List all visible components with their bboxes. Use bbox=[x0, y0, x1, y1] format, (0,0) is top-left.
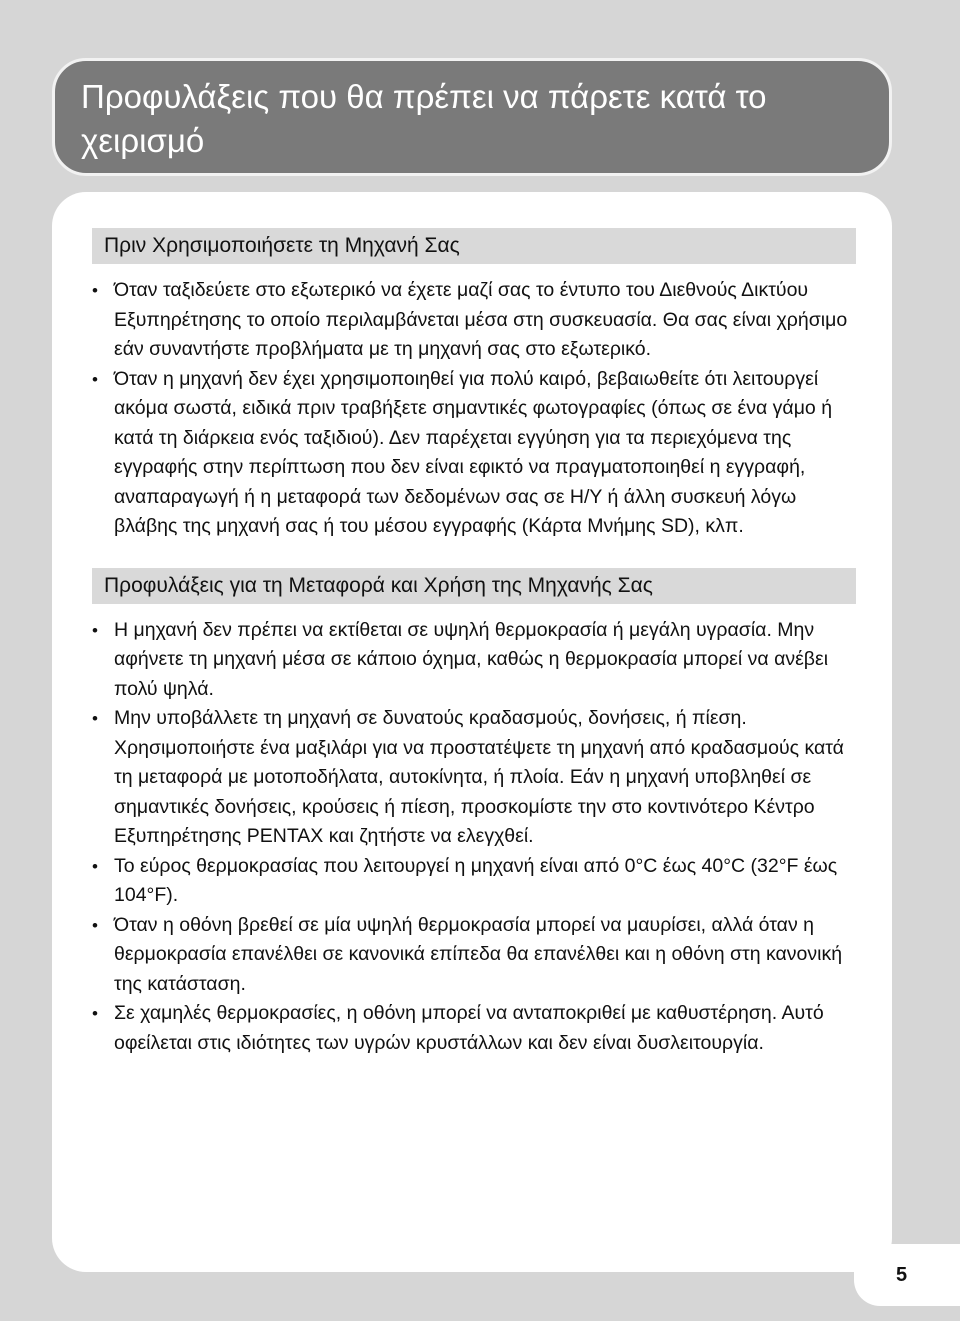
bullet-icon: • bbox=[92, 369, 98, 389]
list-item bbox=[92, 704, 856, 852]
list-item bbox=[92, 616, 856, 705]
list-item-text: Μην υποβάλλετε τη μηχανή σε δυνατούς κραδασμούς, δονήσεις, ή πίεση. Χρησιμοποιήστε ένα μαξιλάρι για να προστατέψετε τη μηχανή από κραδασμούς κατά τη μεταφορά με μοτοποδήλατα, αυτοκίνητα, ή πλοία. Εάν η μηχανή υποβληθεί σε σημαντικές δονήσεις, κρούσεις ή πίεση, προσκομίστε την στο κοντινότερο Κέντρο Εξυπηρέτησης PENTAX και ζητήστε να ελεγχθεί. bbox=[114, 707, 844, 847]
bullet-icon: • bbox=[92, 709, 98, 728]
list-item-text: Το εύρος θερμοκρασίας που λειτουργεί η μηχανή είναι από 0°C έως 40°C (32°F έως 104°F). bbox=[114, 854, 838, 906]
list-item bbox=[92, 999, 856, 1058]
list-item bbox=[92, 276, 856, 365]
section-heading-transport-use: Προφυλάξεις για τη Μεταφορά και Χρήση της Μηχανής Σας bbox=[92, 568, 856, 604]
section-heading-before-use: Πριν Χρησιμοποιήσετε τη Μηχανή Σας bbox=[92, 228, 856, 264]
list-item-text: Η μηχανή δεν πρέπει να εκτίθεται σε υψηλή θερμοκρασία ή μεγάλη υγρασία. Μην αφήνετε τη μηχανή μέσα σε κάποιο όχημα, καθώς η θερμοκρασία μπορεί να ανέβει πολύ ψηλά. bbox=[114, 618, 829, 700]
list-item-text: Όταν η μηχανή δεν έχει χρησιμοποιηθεί για πολύ καιρό, βεβαιωθείτε ότι λειτουργεί ακόμα σωστά, ειδικά πριν τραβήξετε σημαντικές φωτογραφίες (όπως σε ένα γάμο ή κατά τη διάρκεια ενός ταξιδιού). Δεν παρέχεται εγγύηση για τα περιεχόμενα της εγγραφής στην περίπτωση που δεν είναι εφικτό να πραγματοποιηθεί η εγγραφή, αναπαραγωγή ή η μεταφορά των δεδομένων σας σε Η/Υ ή άλλη συσκευή λόγω βλάβης της μηχανή σας ή του μέσου εγγραφής (Κάρτα Μνήμης SD), κλπ. bbox=[114, 367, 833, 537]
list-item-text: Όταν η οθόνη βρεθεί σε μία υψηλή θερμοκρασία μπορεί να μαυρίσει, αλλά όταν η θερμοκρασία επανέλθει σε κανονικά επίπεδα θα επανέλθει και η οθόνη στη κανονική της κατάσταση. bbox=[114, 913, 843, 995]
list-item-text: Σε χαμηλές θερμοκρασίες, η οθόνη μπορεί να ανταποκριθεί με καθυστέρηση. Αυτό οφείλεται στις ιδιότητες των υγρών κρυστάλλων και δεν είναι δυσλειτουργία. bbox=[114, 1002, 824, 1054]
list-item bbox=[92, 911, 856, 1000]
bullet-icon: • bbox=[92, 620, 98, 640]
list-item bbox=[92, 852, 856, 911]
section-list-transport-use bbox=[92, 616, 856, 1059]
title-banner bbox=[52, 58, 892, 176]
page-number: 5 bbox=[854, 1244, 960, 1306]
bullet-icon: • bbox=[92, 856, 98, 876]
bullet-icon: • bbox=[92, 915, 98, 935]
content-panel bbox=[52, 192, 892, 1272]
list-item-text: Όταν ταξιδεύετε στο εξωτερικό να έχετε μαζί σας το έντυπο του Διεθνούς Δικτύου Εξυπηρέτησης το οποίο περιλαμβάνεται μέσα στη συσκευασία. Θα σας είναι χρήσιμο εάν συναντήστε προβλήματα με τη μηχανή σας στο εξωτερικό. bbox=[114, 279, 848, 360]
bullet-icon: • bbox=[92, 1004, 98, 1023]
bullet-icon: • bbox=[92, 281, 98, 300]
section-list-before-use bbox=[92, 276, 856, 542]
list-item bbox=[92, 365, 856, 542]
page-title: Προφυλάξεις που θα πρέπει να πάρετε κατά το χειρισμό bbox=[81, 78, 767, 159]
